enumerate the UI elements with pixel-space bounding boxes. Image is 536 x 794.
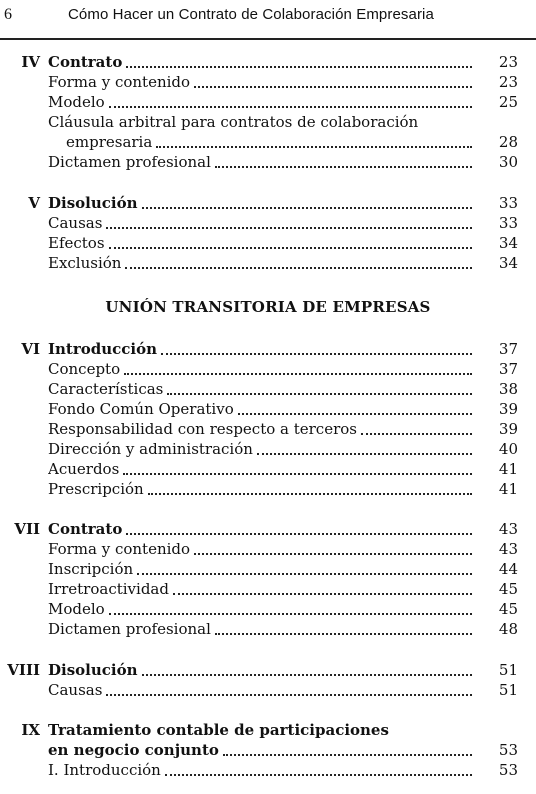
page-ref: 25 xyxy=(498,93,518,111)
dot-leader xyxy=(109,93,472,108)
dot-leader xyxy=(194,540,472,555)
page-ref: 43 xyxy=(498,540,518,558)
toc-entry xyxy=(0,579,536,599)
dot-leader xyxy=(156,133,472,148)
page-number: 6 xyxy=(4,6,12,23)
dot-leader xyxy=(238,400,472,415)
entry-label: Cláusula arbitral para contratos de colaboración xyxy=(48,113,419,131)
toc-entry xyxy=(0,619,536,639)
page-ref: 53 xyxy=(498,741,518,759)
chapter-number: IV xyxy=(21,53,40,71)
chapter-row xyxy=(0,52,536,72)
dot-leader xyxy=(148,480,472,495)
entry-label: Responsabilidad con respecto a terceros xyxy=(48,420,357,438)
toc-entry xyxy=(0,479,536,499)
dot-leader xyxy=(167,380,472,395)
page-ref: 45 xyxy=(498,600,518,618)
toc-entry xyxy=(0,233,536,253)
toc-entry xyxy=(0,152,536,172)
toc-entry xyxy=(0,92,536,112)
chapter-title: Contrato xyxy=(48,520,123,538)
entry-label: Prescripción xyxy=(48,480,144,498)
page-ref: 34 xyxy=(498,254,518,272)
page-ref: 33 xyxy=(498,194,518,212)
page-ref: 53 xyxy=(498,761,518,779)
toc-entry xyxy=(0,459,536,479)
page-ref: 45 xyxy=(498,580,518,598)
entry-label: Forma y contenido xyxy=(48,540,191,558)
entry-label: Modelo xyxy=(48,600,105,618)
page-ref: 28 xyxy=(498,133,518,151)
entry-label: Características xyxy=(48,380,164,398)
toc-entry xyxy=(0,559,536,579)
chapter-title: Contrato xyxy=(48,53,123,71)
dot-leader xyxy=(161,340,472,355)
entry-label: Efectos xyxy=(48,234,105,252)
dot-leader xyxy=(165,761,472,776)
chapter-row xyxy=(0,339,536,359)
chapter-row xyxy=(0,660,536,680)
entry-label: empresaria xyxy=(66,133,153,151)
entry-label: Acuerdos xyxy=(48,460,120,478)
toc-entry xyxy=(0,132,536,152)
dot-leader xyxy=(126,520,472,535)
chapter-row-continued xyxy=(0,740,536,760)
entry-label: Exclusión xyxy=(48,254,122,272)
chapter-title: Disolución xyxy=(48,194,138,212)
chapter-row xyxy=(0,519,536,539)
running-title: Cómo Hacer un Contrato de Colaboración Empresaria xyxy=(68,6,434,23)
chapter-number: VII xyxy=(14,520,40,538)
chapter-row xyxy=(0,720,536,740)
toc-entry xyxy=(0,599,536,619)
entry-label: Concepto xyxy=(48,360,121,378)
page-ref: 39 xyxy=(498,400,518,418)
toc-entry xyxy=(0,680,536,700)
chapter-row xyxy=(0,193,536,213)
dot-leader xyxy=(109,600,472,615)
page-ref: 33 xyxy=(498,214,518,232)
page-ref: 37 xyxy=(498,360,518,378)
page-ref: 30 xyxy=(498,153,518,171)
chapter-title: Tratamiento contable de participaciones xyxy=(48,721,389,739)
entry-label: Forma y contenido xyxy=(48,73,191,91)
entry-label: Fondo Común Operativo xyxy=(48,400,234,418)
entry-label: I. Introducción xyxy=(48,761,161,779)
dot-leader xyxy=(223,741,472,756)
dot-leader xyxy=(124,360,472,375)
toc-entry xyxy=(0,253,536,273)
toc-entry xyxy=(0,72,536,92)
dot-leader xyxy=(257,440,472,455)
toc-entry xyxy=(0,359,536,379)
toc-entry xyxy=(0,213,536,233)
dot-leader xyxy=(109,234,472,249)
page-ref: 51 xyxy=(498,681,518,699)
toc-entry xyxy=(0,419,536,439)
page-ref: 51 xyxy=(498,661,518,679)
dot-leader xyxy=(215,153,472,168)
dot-leader xyxy=(142,661,472,676)
entry-label: Causas xyxy=(48,681,103,699)
toc-entry xyxy=(0,399,536,419)
page-ref: 23 xyxy=(498,73,518,91)
chapter-number: VI xyxy=(21,340,40,358)
chapter-number: VIII xyxy=(7,661,40,679)
dot-leader xyxy=(125,254,472,269)
chapter-number: V xyxy=(28,194,40,212)
part-heading: UNIÓN TRANSITORIA DE EMPRESAS xyxy=(105,298,431,316)
entry-label: Irretroactividad xyxy=(48,580,169,598)
page-ref: 44 xyxy=(498,560,518,578)
dot-leader xyxy=(123,460,472,475)
chapter-title-line2: en negocio conjunto xyxy=(48,741,219,759)
dot-leader xyxy=(194,73,472,88)
entry-label: Dictamen profesional xyxy=(48,153,211,171)
page-ref: 39 xyxy=(498,420,518,438)
entry-label: Dirección y administración xyxy=(48,440,253,458)
toc-entry xyxy=(0,760,536,780)
chapter-title: Disolución xyxy=(48,661,138,679)
toc-entry xyxy=(0,112,536,132)
toc-entry xyxy=(0,439,536,459)
dot-leader xyxy=(215,620,472,635)
dot-leader xyxy=(106,681,472,696)
chapter-title: Introducción xyxy=(48,340,158,358)
toc-entry xyxy=(0,539,536,559)
entry-label: Modelo xyxy=(48,93,105,111)
page-ref: 40 xyxy=(498,440,518,458)
page-ref: 41 xyxy=(498,480,518,498)
chapter-number: IX xyxy=(21,721,40,739)
dot-leader xyxy=(106,214,472,229)
page-ref: 37 xyxy=(498,340,518,358)
entry-label: Causas xyxy=(48,214,103,232)
dot-leader xyxy=(361,420,472,435)
page-ref: 41 xyxy=(498,460,518,478)
dot-leader xyxy=(173,580,472,595)
dot-leader xyxy=(126,53,472,68)
page-ref: 34 xyxy=(498,234,518,252)
toc-entry xyxy=(0,379,536,399)
page-ref: 48 xyxy=(498,620,518,638)
dot-leader xyxy=(142,194,472,209)
page-ref: 43 xyxy=(498,520,518,538)
entry-label: Dictamen profesional xyxy=(48,620,211,638)
dot-leader xyxy=(137,560,472,575)
entry-label: Inscripción xyxy=(48,560,134,578)
page-ref: 23 xyxy=(498,53,518,71)
page-ref: 38 xyxy=(498,380,518,398)
